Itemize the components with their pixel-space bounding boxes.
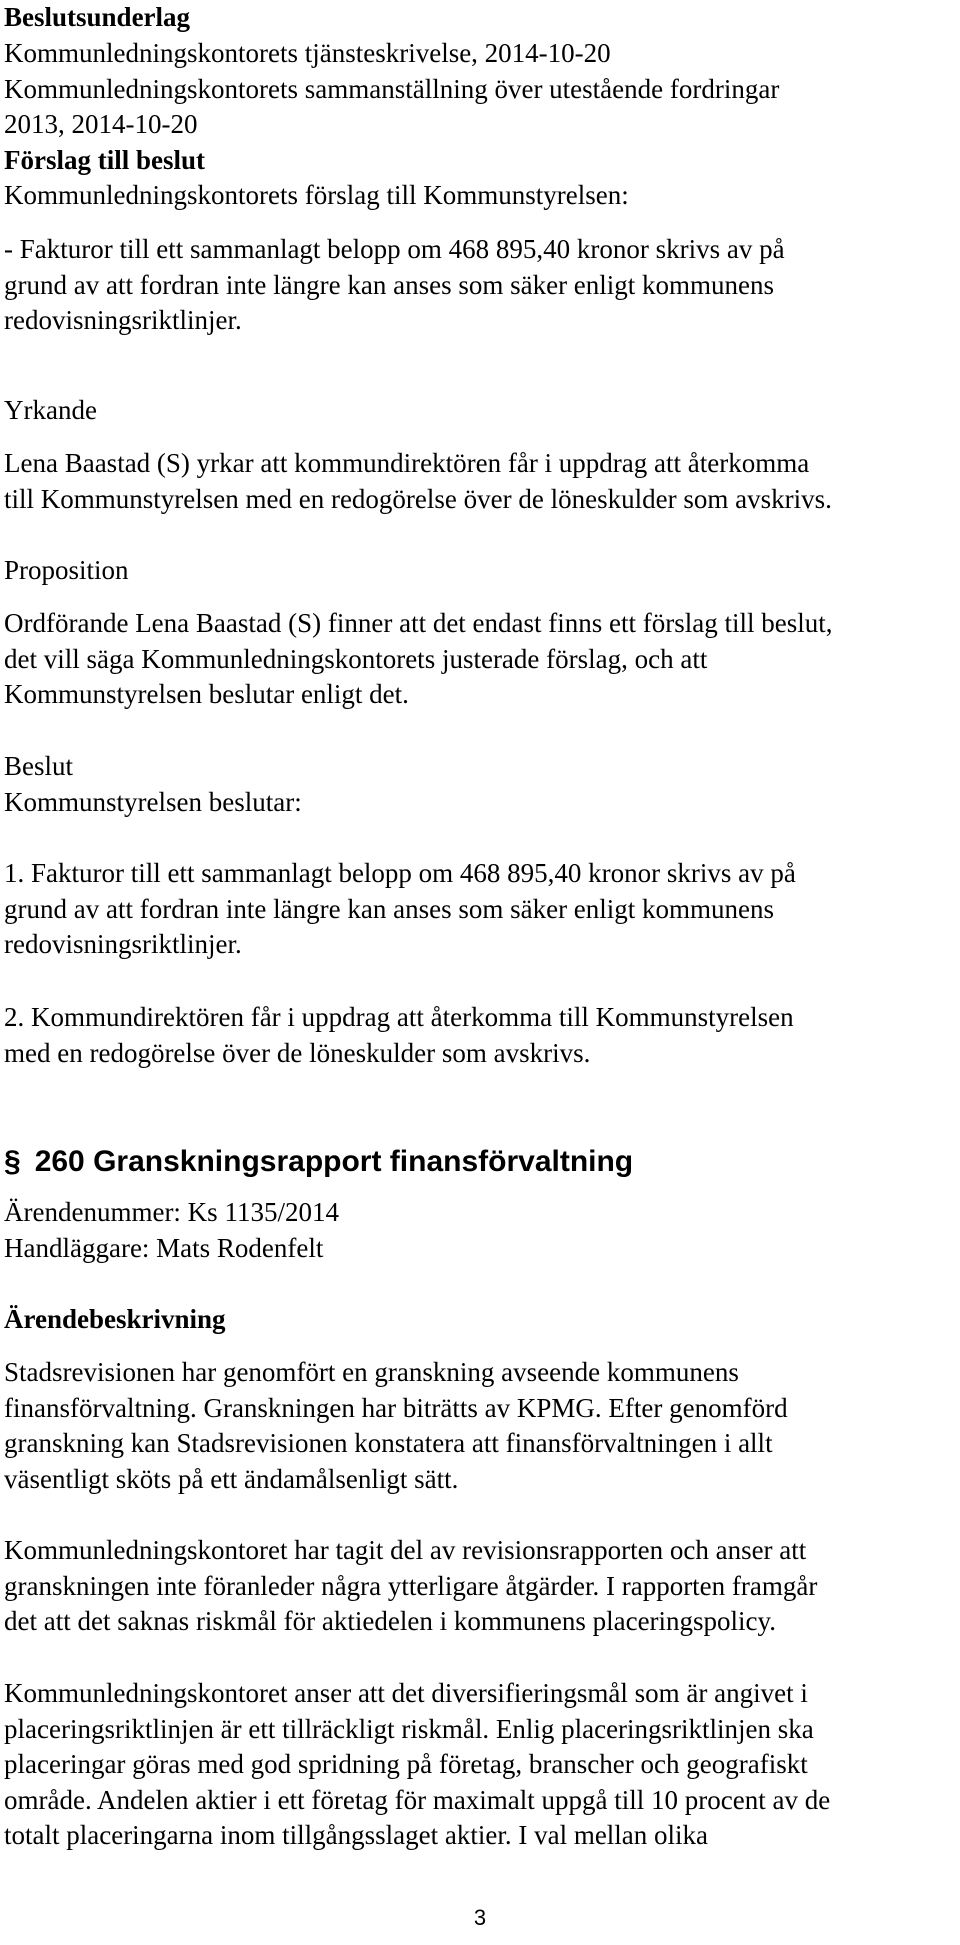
- proposition-line: Kommunstyrelsen beslutar enligt det.: [4, 679, 409, 709]
- proposition-line: Ordförande Lena Baastad (S) finner att det endast finns ett förslag till beslut,: [4, 608, 833, 638]
- forslag-item-line: redovisningsriktlinjer.: [4, 305, 242, 335]
- section-260-title: [4, 1142, 954, 1182]
- para-line: granskning kan Stadsrevisionen konstatera att finansförvaltningen i allt: [4, 1428, 773, 1458]
- beslutsunderlag-line: 2013, 2014-10-20: [4, 109, 198, 139]
- forslag-item-line: grund av att fordran inte längre kan anses som säker enligt kommunens: [4, 269, 775, 300]
- para-line: totalt placeringarna inom tillgångsslaget aktier. I val mellan olika: [4, 1820, 709, 1850]
- arendebeskrivning-para-3: [4, 1676, 954, 1854]
- para-line: det att det saknas riskmål för aktiedelen i kommunens placeringspolicy.: [4, 1606, 777, 1636]
- forslag-intro: Kommunledningskontorets förslag till Kommunstyrelsen:: [4, 180, 629, 210]
- beslut-item-1: [4, 856, 954, 963]
- beslutsunderlag-line: Kommunledningskontorets sammanställning över utestående fordringar: [4, 73, 780, 104]
- para-line: område. Andelen aktier i ett företag för maximalt uppgå till 10 procent av de: [4, 1784, 831, 1815]
- beslut-item-line: redovisningsriktlinjer.: [4, 929, 242, 959]
- beslutsunderlag-line: Kommunledningskontorets tjänsteskrivelse, 2014-10-20: [4, 38, 611, 68]
- beslutsunderlag-heading: Beslutsunderlag: [4, 2, 191, 32]
- beslut-item-line: med en redogörelse över de löneskulder som avskrivs.: [4, 1037, 591, 1068]
- yrkande-line: till Kommunstyrelsen med en redogörelse över de löneskulder som avskrivs.: [4, 483, 832, 514]
- para-line: finansförvaltning. Granskningen har biträtts av KPMG. Efter genomförd: [4, 1392, 788, 1423]
- para-line: placeringsriktlinjen är ett tillräckligt riskmål. Enlig placeringsriktlinjen ska: [4, 1713, 814, 1744]
- arendebeskrivning-heading: Ärendebeskrivning: [4, 1304, 226, 1334]
- proposition-line: det vill säga Kommunledningskontorets justerade förslag, och att: [4, 643, 708, 674]
- forslag-item-line: - Fakturor till ett sammanlagt belopp om 468 895,40 kronor skrivs av på: [4, 234, 785, 264]
- page-number: 3: [473, 1905, 487, 1930]
- proposition-heading: Proposition: [4, 555, 129, 585]
- forslag-item: [4, 232, 954, 339]
- para-line: Kommunledningskontoret har tagit del av revisionsrapporten och anser att: [4, 1535, 807, 1565]
- forslag-heading: Förslag till beslut: [4, 145, 205, 175]
- para-line: Kommunledningskontoret anser att det diversifieringsmål som är angivet i: [4, 1678, 808, 1708]
- beslut-item-line: grund av att fordran inte längre kan anses som säker enligt kommunens: [4, 893, 775, 924]
- handlaggare: Handläggare: Mats Rodenfelt: [4, 1233, 324, 1263]
- yrkande-heading: Yrkande: [4, 395, 97, 425]
- beslut-heading: Beslut: [4, 751, 74, 781]
- arendebeskrivning-para-1: [4, 1355, 954, 1497]
- section-260-title-text: 260 Granskningsrapport finansförvaltning: [34, 1145, 634, 1178]
- beslut-item-2: [4, 1000, 954, 1071]
- beslut-item-line: 1. Fakturor till ett sammanlagt belopp om 468 895,40 kronor skrivs av på: [4, 858, 796, 888]
- yrkande-text: [4, 446, 954, 517]
- arendenummer: Ärendenummer: Ks 1135/2014: [4, 1197, 339, 1227]
- para-line: Stadsrevisionen har genomfört en granskning avseende kommunens: [4, 1357, 739, 1387]
- para-line: väsentligt sköts på ett ändamålsenligt sätt.: [4, 1463, 459, 1494]
- para-line: placeringar göras med god spridning på företag, branscher och geografiskt: [4, 1749, 808, 1779]
- arendebeskrivning-para-2: [4, 1533, 954, 1640]
- para-line: granskningen inte föranleder några ytterligare åtgärder. I rapporten framgår: [4, 1570, 818, 1601]
- beslut-item-line: 2. Kommundirektören får i uppdrag att återkomma till Kommunstyrelsen: [4, 1002, 794, 1032]
- paragraph-symbol: §: [4, 1145, 21, 1178]
- yrkande-line: Lena Baastad (S) yrkar att kommundirektören får i uppdrag att återkomma: [4, 448, 810, 478]
- beslut-intro: Kommunstyrelsen beslutar:: [4, 787, 302, 817]
- proposition-text: [4, 606, 954, 713]
- beslutsunderlag-list: [4, 36, 954, 143]
